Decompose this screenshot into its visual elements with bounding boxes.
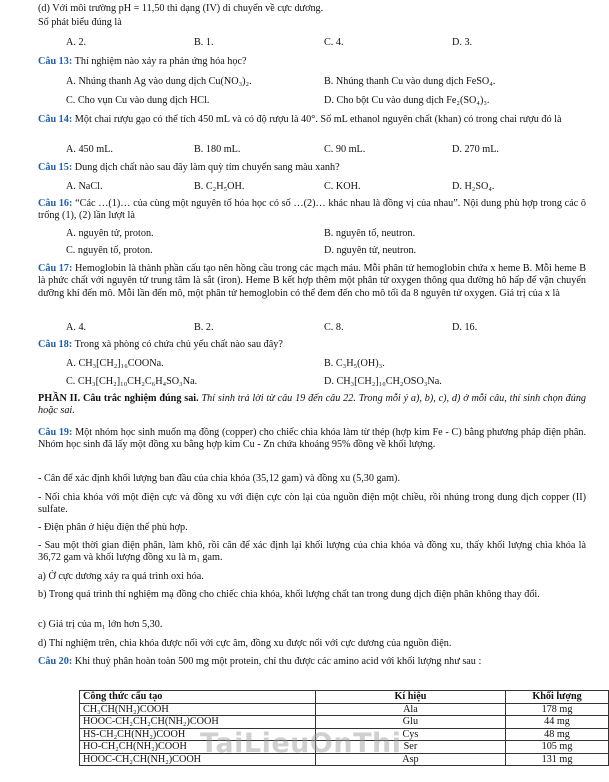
procedure-step: - Nối chìa khóa với một điện cực và đồng xu với điện cực còn lại của nguồn điện một chiều, rồi nhúng trong dung dịch copper (II) sulfate. — [38, 492, 586, 516]
table-cell: 105 mg — [506, 741, 609, 754]
option-a: A. 2. — [66, 37, 87, 48]
option-b: B. 1. — [194, 37, 214, 48]
question-13 — [38, 56, 609, 68]
table-cell: 44 mg — [506, 716, 609, 729]
statement-b: b) Trong quá trình thí nghiệm mạ đồng cho chiếc chìa khóa, khối lượng chất tan trong dung dịch điện phân không thay đổi. — [38, 589, 540, 600]
table-cell: HOOC-CH₂CH(NH₂)COOH — [80, 753, 316, 766]
option-a: A. nguyên tử, proton. — [66, 228, 154, 239]
question-text: Khi thuỷ phân hoàn toàn 500 mg một protein, chỉ thu được các amino acid với khối lượng như sau : — [74, 656, 482, 667]
option-a: A. Nhúng thanh Ag vào dung dịch Cu(NO₃)₂. — [66, 76, 252, 87]
option-c: C. KOH. — [324, 181, 361, 192]
question-label: Câu 13: — [38, 56, 73, 67]
question-text: Hemoglobin là thành phần cấu tạo nên hồng cầu trong các mạch máu. Mỗi phân tử hemoglobin chứa x heme B. Mỗi heme B là phức chất với nguyên tử trung tâm là sắt (iron). Heme B kết hợp thêm một phân tử oxygen thông qua đường hô hấp để vận chuyển dưỡng khí đến mô. Mỗi lần đến mô, một phân tử hemoglobin có thể đem đến cho mô tối đa 8 nguyên tử oxygen. Giá trị của x là — [38, 263, 587, 299]
table-cell: Glu — [315, 716, 505, 729]
question-19 — [38, 427, 586, 452]
column-header: Công thức cấu tạo — [80, 691, 316, 704]
option-a: A. CH₃[CH₂]₁₆COONa. — [66, 358, 164, 369]
question-text: Thí nghiệm nào xảy ra phản ứng hóa học? — [74, 56, 247, 67]
part-instruction: Thí sinh trả lời từ câu 19 đến câu 22. Trong mỗi ý a), b), c), d) ở mỗi câu, thí sinh chọn đúng hoặc sai. — [38, 393, 587, 417]
option-c: C. 8. — [324, 322, 344, 333]
column-header: Khối lượng — [506, 691, 609, 704]
option-c: C. 90 mL. — [324, 144, 366, 155]
option-d: D. 270 mL. — [452, 144, 499, 155]
option-c: C. 4. — [324, 37, 344, 48]
option-d: D. H₂SO₄. — [452, 181, 495, 192]
table-cell: Asp — [315, 753, 505, 766]
option-b: B. C₂H₅OH. — [194, 181, 245, 192]
table-cell: 131 mg — [506, 753, 609, 766]
table-cell: HO-CH₂CH(NH₂)COOH — [80, 741, 316, 754]
option-b: B. C₃H₅(OH)₃. — [324, 358, 385, 369]
table-cell: Ser — [315, 741, 505, 754]
table-cell: HOOC-CH₂CH₂CH(NH₂)COOH — [80, 716, 316, 729]
option-d: D. Cho bột Cu vào dung dịch Fe₂(SO₄)₃. — [324, 95, 490, 106]
option-b: B. 2. — [194, 322, 214, 333]
table-cell: Cys — [315, 728, 505, 741]
statement-d: (d) Với môi trường pH = 11,50 thì dạng (IV) di chuyển về cực dương. — [38, 3, 324, 14]
part-title: PHẦN II. Câu trắc nghiệm đúng sai. — [38, 393, 199, 404]
question-label: Câu 17: — [38, 263, 73, 274]
table-cell: HS-CH₂CH(NH₂)COOH — [80, 728, 316, 741]
question-17 — [38, 263, 586, 300]
question-label: Câu 15: — [38, 162, 73, 173]
question-label: Câu 19: — [38, 427, 73, 438]
option-d: D. 16. — [452, 322, 478, 333]
question-text: Một nhóm học sinh muốn mạ đồng (copper) cho chiếc chìa khóa làm từ thép (hợp kim Fe - C) bằng phương pháp điện phân. Nhóm học sinh đã lấy một đồng xu bằng hợp kim Cu - Zn chứa khoảng 95% đồng về khối lượng. — [38, 427, 586, 451]
question-label: Câu 16: — [38, 198, 73, 209]
question-18 — [38, 339, 609, 351]
part-2-header — [38, 393, 586, 418]
question-20 — [38, 656, 586, 668]
question-text: Một chai rượu gạo có thể tích 450 mL và có độ rượu là 40°. Số mL ethanol nguyên chất (khan) có trong chai rượu đó là — [74, 114, 562, 125]
table-row — [80, 703, 609, 716]
question-label: Câu 20: — [38, 656, 73, 667]
question-text: Dung dịch chất nào sau đây làm quỳ tím chuyển sang màu xanh? — [74, 162, 340, 173]
table-header-row — [80, 691, 609, 704]
question-text: Trong xà phòng có chứa chủ yếu chất nào sau đây? — [74, 339, 283, 350]
option-a: A. 4. — [66, 322, 87, 333]
option-d: D. CH₃[CH₂]₁₀CH₂OSO₃Na. — [324, 376, 442, 387]
question-label: Câu 18: — [38, 339, 73, 350]
question-15 — [38, 162, 609, 174]
option-d: D. nguyên tử, neutron. — [324, 245, 417, 256]
procedure-step: - Điện phân ở hiệu điện thế phù hợp. — [38, 522, 188, 533]
watermark-logo: TaiLieuOnThi — [200, 728, 402, 759]
table-cell: CH₃CH(NH₂)COOH — [80, 703, 316, 716]
question-14 — [38, 114, 586, 126]
procedure-step: - Cân để xác định khối lượng ban đầu của chìa khóa (35,12 gam) và đồng xu (5,30 gam). — [38, 473, 400, 484]
table-cell: 48 mg — [506, 728, 609, 741]
option-c: C. nguyên tố, proton. — [66, 245, 153, 256]
statement-a: a) Ở cực dương xảy ra quá trình oxi hóa. — [38, 571, 204, 582]
question-stem: Số phát biểu đúng là — [38, 17, 122, 28]
statement-d: d) Thí nghiệm trên, chìa khóa được nối với cực âm, đồng xu được nối với cực dương của nguồn điện. — [38, 638, 452, 649]
option-c: C. Cho vụn Cu vào dung dịch HCl. — [66, 95, 210, 106]
question-text: “Các …(1)… của cùng một nguyên tố hóa học có số …(2)… khác nhau là đồng vị của nhau”. Nội dung phù hợp trong các ô trống (1), (2) lần lượt là — [38, 198, 586, 222]
option-b: B. Nhúng thanh Cu vào dung dịch FeSO₄. — [324, 76, 496, 87]
statement-c: c) Giá trị của m₁ lớn hơn 5,30. — [38, 619, 163, 630]
option-b: B. nguyên tố, neutron. — [324, 228, 416, 239]
table-cell: 178 mg — [506, 703, 609, 716]
question-label: Câu 14: — [38, 114, 73, 125]
option-a: A. NaCl. — [66, 181, 103, 192]
option-c: C. CH₃[CH₂]₁₀CH₂C₆H₄SO₃Na. — [66, 376, 198, 387]
question-16 — [38, 198, 586, 223]
option-d: D. 3. — [452, 37, 473, 48]
option-b: B. 180 mL. — [194, 144, 241, 155]
table-row — [80, 716, 609, 729]
table-cell: Ala — [315, 703, 505, 716]
column-header: Kí hiệu — [315, 691, 505, 704]
option-a: A. 450 mL. — [66, 144, 113, 155]
procedure-step: - Sau một thời gian điện phân, làm khô, rồi cân để xác định lại khối lượng của chìa khóa và đồng xu, thấy khối lượng chìa khóa là 36,72 gam và khối lượng đồng xu là m₁ gam. — [38, 540, 586, 564]
